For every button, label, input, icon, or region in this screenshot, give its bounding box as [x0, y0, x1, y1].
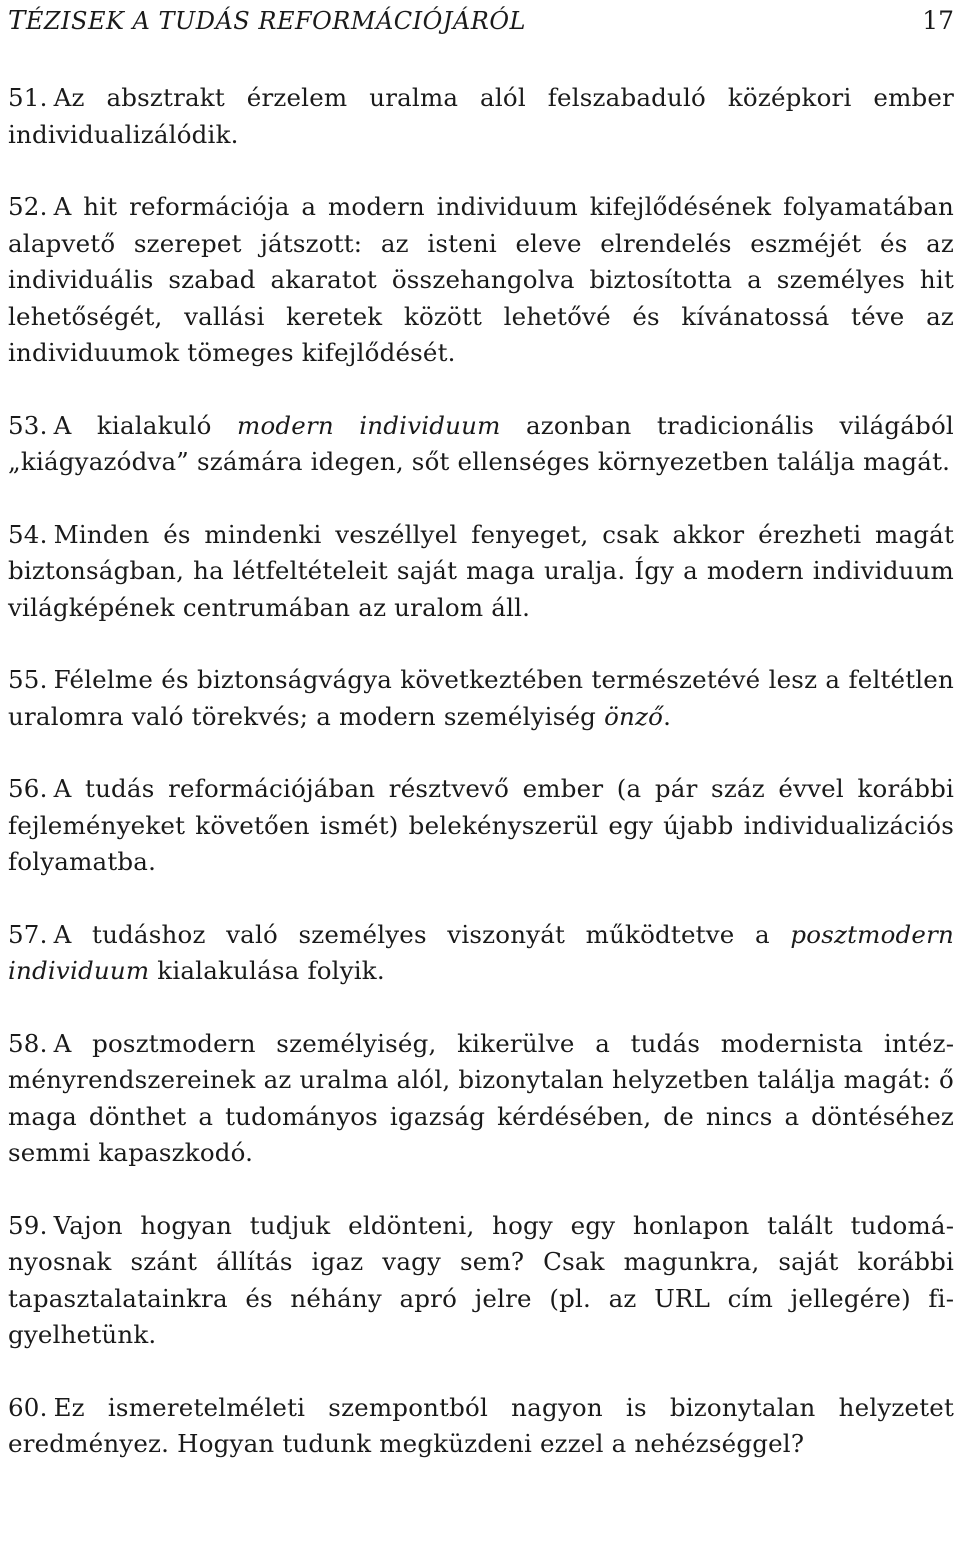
thesis-number: 58.: [8, 1028, 48, 1058]
thesis-text: Vajon hogyan tudjuk eldönteni, hogy egy honlapon talált tudományosnak szánt állítás igaz vagy sem? Csak magunkra, saját korábbi tapasztalatainkra és néhány apró jelre (pl. az URL cím jellegére) figyelhetünk.: [8, 1210, 954, 1349]
running-header: [8, 2, 954, 42]
thesis-text: Az absztrakt érzelem uralma alól felszabaduló középkori ember individualizálódik.: [8, 83, 954, 149]
thesis-emphasis: önző: [604, 701, 664, 731]
thesis-60: [8, 1390, 954, 1463]
thesis-58: [8, 1026, 954, 1172]
thesis-text: A tudás reformációjában résztvevő ember (a pár száz évvel korábbi fejleményeket követően ismét) belekényszerül egy újabb individualizációs folyamatba.: [8, 774, 954, 876]
thesis-text: A posztmodern személyiség, kikerülve a tudás modernista intézményrendszereinek az uralma alól, bizonytalan helyzetben találja magát: ő maga dönthet a tudományos igazság kérdésében, de nincs a döntéséhez semmi kapaszkodó.: [8, 1028, 954, 1167]
thesis-emphasis: modern individuum: [237, 410, 501, 440]
thesis-number: 56.: [8, 774, 48, 803]
thesis-text: Félelme és biztonságvágya következtében természetévé lesz a feltétlen uralomra való törekvés; a modern személyiség: [8, 665, 954, 731]
running-title: [8, 6, 526, 36]
thesis-51: [8, 80, 954, 153]
thesis-59: [8, 1208, 954, 1354]
thesis-text: A kialakuló: [53, 410, 238, 440]
thesis-text: A hit reformációja a modern individuum kifejlődésének folyamatában alapvető szerepet játszott: az isteni eleve elrendelés eszméjét és az individuális szabad akaratot összehangolva biztosította a személyes hit lehetőségét, vallási keretek között lehetővé és kívánatossá téve az individuumok tömeges kifejlődését.: [8, 192, 954, 367]
thesis-53: [8, 408, 954, 481]
page-number: 17: [922, 6, 954, 35]
thesis-text: kialakulása folyik.: [149, 956, 385, 985]
thesis-54: [8, 517, 954, 627]
book-page: [8, 0, 954, 1499]
thesis-text: .: [663, 701, 672, 731]
thesis-number: 51.: [8, 83, 48, 112]
thesis-number: 60.: [8, 1392, 48, 1422]
running-title-rest: ÉZISEK A TUDÁS REFORMÁCIÓJÁRÓL: [25, 7, 526, 35]
thesis-emphasis: posztmodern individuum: [8, 919, 954, 985]
thesis-57: [8, 917, 954, 990]
thesis-number: 55.: [8, 665, 48, 694]
thesis-text: azonban tradicionális világából „kiágyazódva” számára idegen, sőt ellenséges környezetben találja magát.: [8, 410, 954, 476]
thesis-52: [8, 189, 954, 372]
running-title-initial: T: [8, 6, 26, 36]
thesis-text: Minden és mindenki veszéllyel fenyeget, csak akkor érezheti magát biztonságban, ha létfeltételeit saját maga uralja. Így a modern individuum világképének centrumában az uralom áll.: [8, 519, 954, 622]
thesis-text: A tudáshoz való személyes viszonyát működtetve a: [53, 919, 791, 949]
thesis-number: 53.: [8, 410, 48, 440]
thesis-number: 57.: [8, 919, 48, 949]
thesis-55: [8, 662, 954, 735]
thesis-56: [8, 771, 954, 881]
thesis-number: 54.: [8, 519, 48, 549]
thesis-number: 59.: [8, 1210, 48, 1240]
thesis-number: 52.: [8, 192, 48, 221]
thesis-text: Ez ismeretelméleti szempontból nagyon is bizonytalan helyzetet eredményez. Hogyan tudunk megküzdeni ezzel a nehézséggel?: [8, 1392, 954, 1458]
